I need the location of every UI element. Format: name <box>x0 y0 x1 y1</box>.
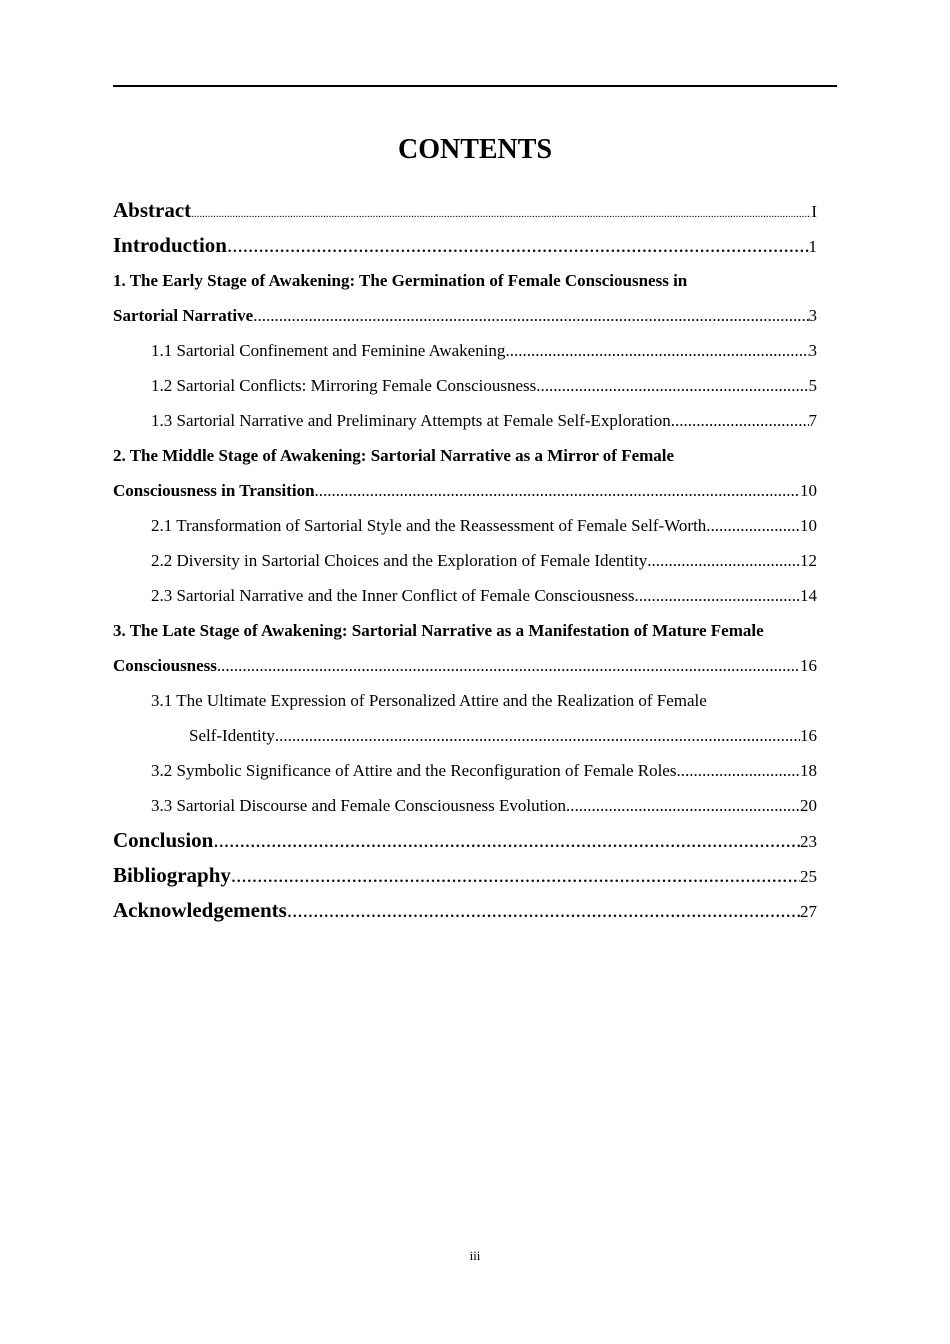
toc-page-number: 7 <box>808 411 817 430</box>
toc-entry-section-2-2[interactable] <box>113 543 838 578</box>
toc-entry-label: 2.3 Sartorial Narrative and the Inner Conflict of Female Consciousness <box>151 586 635 605</box>
toc-entry-label: Introduction <box>113 233 227 257</box>
table-of-contents <box>113 193 838 928</box>
dot-leader <box>505 333 808 368</box>
toc-entry-chapter-3[interactable] <box>113 613 838 683</box>
toc-entry-label-line2: Self-Identity <box>189 726 275 745</box>
dot-leader <box>536 368 808 403</box>
toc-entry-acknowledgements[interactable] <box>113 893 838 928</box>
dot-leader <box>706 508 800 543</box>
toc-entry-label: 3.3 Sartorial Discourse and Female Consciousness Evolution <box>151 796 567 815</box>
toc-page-number: I <box>811 202 817 221</box>
toc-entry-bibliography[interactable] <box>113 858 838 893</box>
toc-entry-label-line2: Consciousness <box>113 656 217 675</box>
toc-entry-section-1-1[interactable] <box>113 333 838 368</box>
dot-leader <box>671 403 809 438</box>
toc-page-number: 1 <box>808 237 817 256</box>
toc-page-number: 5 <box>808 376 817 395</box>
dot-leader <box>227 228 809 263</box>
toc-entry-label: 2.2 Diversity in Sartorial Choices and the Exploration of Female Identity <box>151 551 648 570</box>
toc-page-number: 25 <box>800 867 817 886</box>
dot-leader <box>191 197 811 232</box>
toc-page-number: 3 <box>808 306 817 325</box>
toc-entry-label: 1.2 Sartorial Conflicts: Mirroring Female Consciousness <box>151 376 537 395</box>
toc-entry-section-1-2[interactable] <box>113 368 838 403</box>
toc-entry-label-line1: 2. The Middle Stage of Awakening: Sartorial Narrative as a Mirror of Female <box>113 446 675 465</box>
toc-page-number: 3 <box>808 341 817 360</box>
toc-entry-section-2-3[interactable] <box>113 578 838 613</box>
toc-entry-introduction[interactable] <box>113 228 838 263</box>
toc-entry-section-3-3[interactable] <box>113 788 838 823</box>
toc-entry-section-3-1[interactable] <box>113 683 838 753</box>
dot-leader <box>315 473 800 508</box>
toc-entry-label-line2: Sartorial Narrative <box>113 306 254 325</box>
dot-leader <box>253 298 808 333</box>
toc-entry-label-line1: 3. The Late Stage of Awakening: Sartorial Narrative as a Manifestation of Mature Female <box>113 621 764 640</box>
toc-entry-section-1-3[interactable] <box>113 403 838 438</box>
toc-entry-label: 3.2 Symbolic Significance of Attire and the Reconfiguration of Female Roles <box>151 761 677 780</box>
toc-entry-label: Bibliography <box>113 863 231 887</box>
toc-entry-section-2-1[interactable] <box>113 508 838 543</box>
toc-page-number: 14 <box>800 586 817 605</box>
toc-page-number: 23 <box>800 832 817 851</box>
toc-entry-label-line1: 3.1 The Ultimate Expression of Personalized Attire and the Realization of Female <box>151 691 707 710</box>
toc-entry-label-line1: 1. The Early Stage of Awakening: The Germination of Female Consciousness in <box>113 271 688 290</box>
toc-entry-label: Abstract <box>113 198 192 222</box>
toc-page-number: 20 <box>800 796 817 815</box>
toc-entry-label-line2: Consciousness in Transition <box>113 481 315 500</box>
toc-entry-abstract[interactable] <box>113 193 838 228</box>
toc-entry-label: Conclusion <box>113 828 214 852</box>
toc-entry-chapter-2[interactable] <box>113 438 838 508</box>
toc-entry-conclusion[interactable] <box>113 823 838 858</box>
dot-leader <box>566 788 800 823</box>
dot-leader <box>213 823 800 858</box>
toc-entry-label: 1.3 Sartorial Narrative and Preliminary Attempts at Female Self-Exploration <box>151 411 671 430</box>
dot-leader <box>676 753 800 788</box>
toc-entry-section-3-2[interactable] <box>113 753 838 788</box>
toc-page-number: 18 <box>800 761 817 780</box>
dot-leader <box>634 578 800 613</box>
toc-page-number: 12 <box>800 551 817 570</box>
toc-entry-label: Acknowledgements <box>113 898 287 922</box>
page-number: iii <box>469 1248 481 1263</box>
dot-leader <box>275 718 800 753</box>
toc-entry-label: 1.1 Sartorial Confinement and Feminine Awakening <box>151 341 506 360</box>
dot-leader <box>647 543 800 578</box>
toc-page-number: 16 <box>800 726 817 745</box>
dot-leader <box>287 893 800 928</box>
toc-page-number: 10 <box>800 481 817 500</box>
dot-leader <box>217 648 800 683</box>
toc-page-number: 16 <box>800 656 817 675</box>
toc-entry-label: 2.1 Transformation of Sartorial Style and the Reassessment of Female Self-Worth <box>151 516 707 535</box>
toc-page-number: 27 <box>800 902 817 921</box>
toc-entry-chapter-1[interactable] <box>113 263 838 333</box>
header-rule <box>113 85 837 87</box>
page-title: CONTENTS <box>397 134 553 165</box>
toc-page-number: 10 <box>800 516 817 535</box>
dot-leader <box>231 858 800 893</box>
